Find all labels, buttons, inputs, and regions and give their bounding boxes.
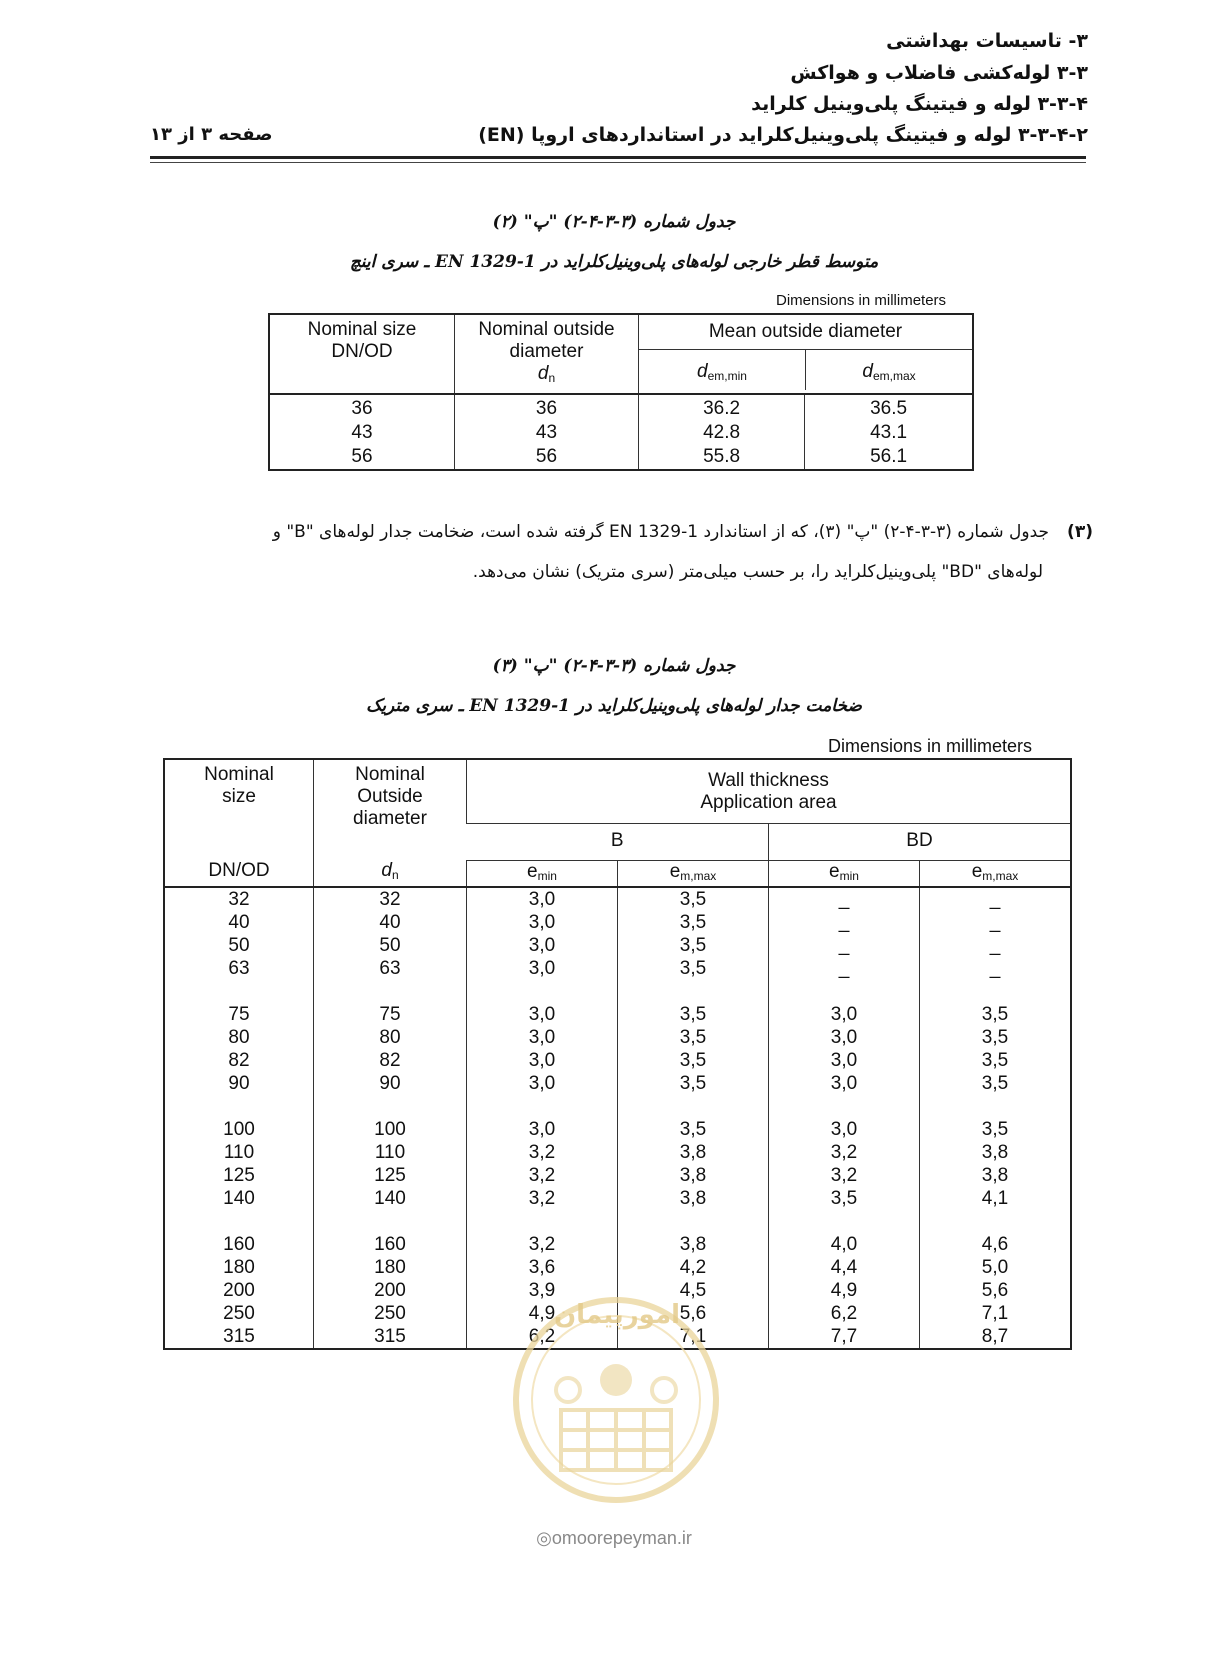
t2-row — [164, 1256, 1071, 1279]
table1-caption-number: جدول شماره (۳-۳-۴-۲) "پ" (۲) — [492, 212, 736, 232]
header-line-3: ۳-۳-۴ لوله و فیتینگ پلی‌وینیل کلراید — [751, 93, 1088, 115]
paragraph-line-1: جدول شماره (۳-۳-۴-۲) "پ" (۳)، که از استاندارد EN 1329-1 گرفته شده است، ضخامت جدار لوله‌های "B" و — [272, 522, 1050, 542]
t1-cell: 55.8 — [639, 445, 805, 470]
t2-cell: 3,5 — [920, 1049, 1072, 1072]
t1-row — [269, 394, 973, 421]
t2-cell: 140 — [314, 1187, 467, 1233]
paragraph-number: (۳) — [1067, 522, 1093, 542]
t2-cell: 50 — [228, 935, 250, 956]
t2-cell: 5,0 — [920, 1256, 1072, 1279]
t2-cell: 3,8 — [920, 1141, 1072, 1164]
t2-cell: 3,5 — [618, 1072, 769, 1118]
t2-cell: 315 — [314, 1325, 467, 1349]
t2-cell: 125 — [223, 1165, 255, 1186]
t2-cell: 5,6 — [618, 1302, 769, 1325]
t2-cell: 125 — [314, 1164, 467, 1187]
t2-header-b-emmax: $e_{m,max}$ — [618, 860, 769, 887]
t1-row — [269, 445, 973, 470]
table2-caption-title: ضخامت جدار لوله‌های پلی‌وینیل‌کلراید در EN 1329-1 ـ سری متریک — [366, 696, 862, 716]
t2-cell: 7,1 — [920, 1302, 1072, 1325]
t2-cell: 200 — [314, 1279, 467, 1302]
t2-cell: 3,5 — [618, 1026, 769, 1049]
table2-dimension-note: Dimensions in millimeters — [828, 736, 1033, 756]
t2-cell: 3,2 — [467, 1233, 618, 1256]
t2-cell: 180 — [223, 1257, 255, 1278]
t2-cell: 4,0 — [769, 1233, 920, 1256]
t2-cell: _ — [920, 887, 1072, 911]
t1-cell: 43 — [351, 422, 373, 443]
t2-cell: 5,6 — [920, 1279, 1072, 1302]
t2-cell: 180 — [314, 1256, 467, 1279]
t2-cell: 250 — [314, 1302, 467, 1325]
t1-header-nominal-outside-diameter: Nominal outside diameter $d_n$ — [455, 314, 639, 394]
t1-cell: 36 — [455, 394, 639, 421]
t2-cell: 82 — [228, 1050, 250, 1071]
t2-cell: 4,6 — [920, 1233, 1072, 1256]
page-number: صفحه ۳ از ۱۳ — [150, 124, 273, 145]
t2-cell: 3,0 — [467, 1072, 618, 1118]
t2-cell: 3,0 — [467, 911, 618, 934]
t2-cell: 3,5 — [618, 887, 769, 911]
t2-cell: 3,0 — [467, 1118, 618, 1141]
table1-mean-outside-diameter — [268, 313, 974, 471]
t2-cell: 3,5 — [618, 911, 769, 934]
t2-cell: 110 — [223, 1142, 255, 1163]
t2-cell: 4,1 — [920, 1187, 1072, 1233]
t2-cell: 63 — [228, 958, 250, 979]
header-rule-thin — [150, 162, 1086, 163]
t2-cell: 100 — [223, 1119, 255, 1140]
t2-cell: 3,8 — [618, 1141, 769, 1164]
t2-cell: 3,8 — [618, 1164, 769, 1187]
t2-cell: 3,2 — [769, 1141, 920, 1164]
t2-header-dnod: DN/OD — [164, 860, 314, 887]
t1-header-dem-min: $d_{em,min}$ — [639, 350, 806, 390]
t2-cell: 160 — [314, 1233, 467, 1256]
t2-cell: 3,0 — [467, 887, 618, 911]
table2-wall-thickness — [163, 758, 1072, 1350]
t1-cell: 56 — [455, 445, 639, 470]
t2-cell: 3,0 — [769, 1072, 920, 1118]
t2-cell: 7,7 — [769, 1325, 920, 1349]
t1-cell: 56.1 — [805, 445, 973, 470]
t2-cell: 4,5 — [618, 1279, 769, 1302]
t2-cell: 8,7 — [920, 1325, 1072, 1349]
t2-cell: _ — [769, 911, 920, 934]
t2-cell: 3,0 — [769, 1049, 920, 1072]
t2-cell: _ — [769, 934, 920, 957]
t2-cell: 3,0 — [467, 934, 618, 957]
t2-cell: 3,2 — [467, 1164, 618, 1187]
t2-cell: 3,0 — [467, 1003, 618, 1026]
t2-row — [164, 957, 1071, 1003]
t2-cell: 80 — [228, 1027, 250, 1048]
t1-row — [269, 421, 973, 445]
table1-caption-title: متوسط قطر خارجی لوله‌های پلی‌وینیل‌کلراید در EN 1329-1 ـ سری اینچ — [349, 252, 879, 272]
t2-row — [164, 887, 1071, 911]
t1-cell: 36 — [351, 398, 373, 419]
t2-cell: 3,0 — [769, 1003, 920, 1026]
t2-cell: _ — [920, 934, 1072, 957]
t2-row — [164, 1026, 1071, 1049]
t2-row — [164, 1049, 1071, 1072]
t2-cell: 3,8 — [618, 1233, 769, 1256]
table1-dimension-note: Dimensions in millimeters — [776, 292, 947, 309]
t2-cell: 3,5 — [618, 934, 769, 957]
t2-cell: 3,5 — [618, 1003, 769, 1026]
t2-cell: 90 — [228, 1073, 250, 1094]
t2-cell: 3,5 — [920, 1118, 1072, 1141]
t2-cell: 32 — [228, 889, 250, 910]
t2-cell: 6,2 — [769, 1302, 920, 1325]
t2-cell: 110 — [314, 1141, 467, 1164]
table2-caption-number: جدول شماره (۳-۳-۴-۲) "پ" (۳) — [492, 656, 736, 676]
t2-cell: 315 — [223, 1326, 255, 1347]
watermark-url: ◎omoorepeyman.ir — [536, 1528, 692, 1548]
t1-cell: 42.8 — [639, 421, 805, 445]
t2-cell: 40 — [314, 911, 467, 934]
t2-cell: 3,5 — [920, 1026, 1072, 1049]
t2-header-bd-emmax: $e_{m,max}$ — [920, 860, 1072, 887]
t2-header-bd: BD — [769, 824, 1072, 860]
t2-cell: 40 — [228, 912, 250, 933]
t1-cell: 56 — [351, 446, 373, 467]
t2-cell: 90 — [314, 1072, 467, 1118]
t2-header-wall-thickness: Wall thickness Application area — [467, 759, 1072, 824]
t2-row — [164, 911, 1071, 934]
t1-cell: 36.5 — [805, 394, 973, 421]
t2-cell: 100 — [314, 1118, 467, 1141]
t1-header-dem-max: $d_{em,max}$ — [862, 361, 916, 383]
t2-cell: 3,5 — [920, 1072, 1072, 1118]
t2-cell: _ — [920, 911, 1072, 934]
t2-cell: 3,5 — [618, 957, 769, 1003]
t1-header-mean-outside-diameter: Mean outside diameter $d_{em,min}$ $d_{em,max}$ — [639, 314, 974, 394]
t2-cell: 3,5 — [920, 1003, 1072, 1026]
t2-row — [164, 934, 1071, 957]
t2-cell: 4,9 — [769, 1279, 920, 1302]
t2-cell: 140 — [223, 1188, 255, 1209]
header-line-4: ۳-۳-۴-۲ لوله و فیتینگ پلی‌وینیل‌کلراید در استانداردهای اروپا (EN) — [478, 124, 1088, 146]
t1-cell: 43.1 — [805, 421, 973, 445]
t2-row — [164, 1187, 1071, 1233]
t2-header-b: B — [610, 830, 624, 852]
t2-cell: 3,2 — [467, 1141, 618, 1164]
t1-cell: 36.2 — [639, 394, 805, 421]
header-line-2: ۳-۳ لوله‌کشی فاضلاب و هواکش — [790, 62, 1088, 84]
watermark-seal-text: امورپیمان — [553, 1300, 680, 1330]
t2-header-b-emin: $e_{min}$ — [467, 860, 618, 887]
t2-cell: 50 — [314, 934, 467, 957]
t2-cell: 200 — [223, 1280, 255, 1301]
watermark-globe-icon: ◎ — [536, 1528, 552, 1548]
header-line-1: ۳- تاسیسات بهداشتی — [886, 30, 1088, 52]
t1-cell: 43 — [455, 421, 639, 445]
t2-cell: _ — [769, 957, 920, 1003]
t2-cell: 4,4 — [769, 1256, 920, 1279]
t2-cell: 3,0 — [769, 1118, 920, 1141]
t2-header-dn: $d_n$ — [314, 860, 467, 887]
t2-cell: 160 — [223, 1234, 255, 1255]
t2-cell: _ — [920, 957, 1072, 1003]
t2-cell: 3,6 — [467, 1256, 618, 1279]
t2-row — [164, 1072, 1071, 1118]
t2-cell: 75 — [314, 1003, 467, 1026]
t2-cell: 3,2 — [467, 1187, 618, 1233]
t2-cell: 7,1 — [618, 1325, 769, 1349]
t2-cell: 3,0 — [467, 1026, 618, 1049]
t2-cell: 32 — [314, 887, 467, 911]
t2-cell: 3,9 — [467, 1279, 618, 1302]
t2-cell: 3,0 — [467, 1049, 618, 1072]
t2-cell: 3,0 — [467, 957, 618, 1003]
paragraph-3 — [133, 512, 1093, 592]
t2-row — [164, 1118, 1071, 1141]
t2-row — [164, 1003, 1071, 1026]
t2-row — [164, 1164, 1071, 1187]
t2-cell: 3,5 — [618, 1118, 769, 1141]
t2-cell: 75 — [228, 1004, 250, 1025]
t2-header-bd-emin: $e_{min}$ — [769, 860, 920, 887]
header-rule — [150, 156, 1086, 159]
paragraph-line-2: لوله‌های "BD" پلی‌وینیل‌کلراید را، بر حسب میلی‌متر (سری متریک) نشان می‌دهد. — [472, 562, 1043, 582]
t2-cell: 3,2 — [769, 1164, 920, 1187]
t2-cell: 3,8 — [618, 1187, 769, 1233]
t2-cell: 4,2 — [618, 1256, 769, 1279]
t2-row — [164, 1141, 1071, 1164]
t2-cell: 3,8 — [920, 1164, 1072, 1187]
t2-header-nominal-outside-diameter: Nominal Outside diameter — [314, 759, 467, 860]
t2-cell: 82 — [314, 1049, 467, 1072]
t2-cell: 3,0 — [769, 1026, 920, 1049]
t2-cell: 4,9 — [467, 1302, 618, 1325]
t2-cell: 3,5 — [618, 1049, 769, 1072]
t2-cell: 3,5 — [769, 1187, 920, 1233]
t2-row — [164, 1233, 1071, 1256]
t2-cell: _ — [769, 887, 920, 911]
t2-cell: 63 — [314, 957, 467, 1003]
t2-cell: 6,2 — [467, 1325, 618, 1349]
t2-header-nominal-size: Nominal size — [204, 764, 274, 807]
t1-header-nominal-size: Nominal size DN/OD — [269, 314, 455, 394]
t2-cell: 80 — [314, 1026, 467, 1049]
t2-cell: 250 — [223, 1303, 255, 1324]
